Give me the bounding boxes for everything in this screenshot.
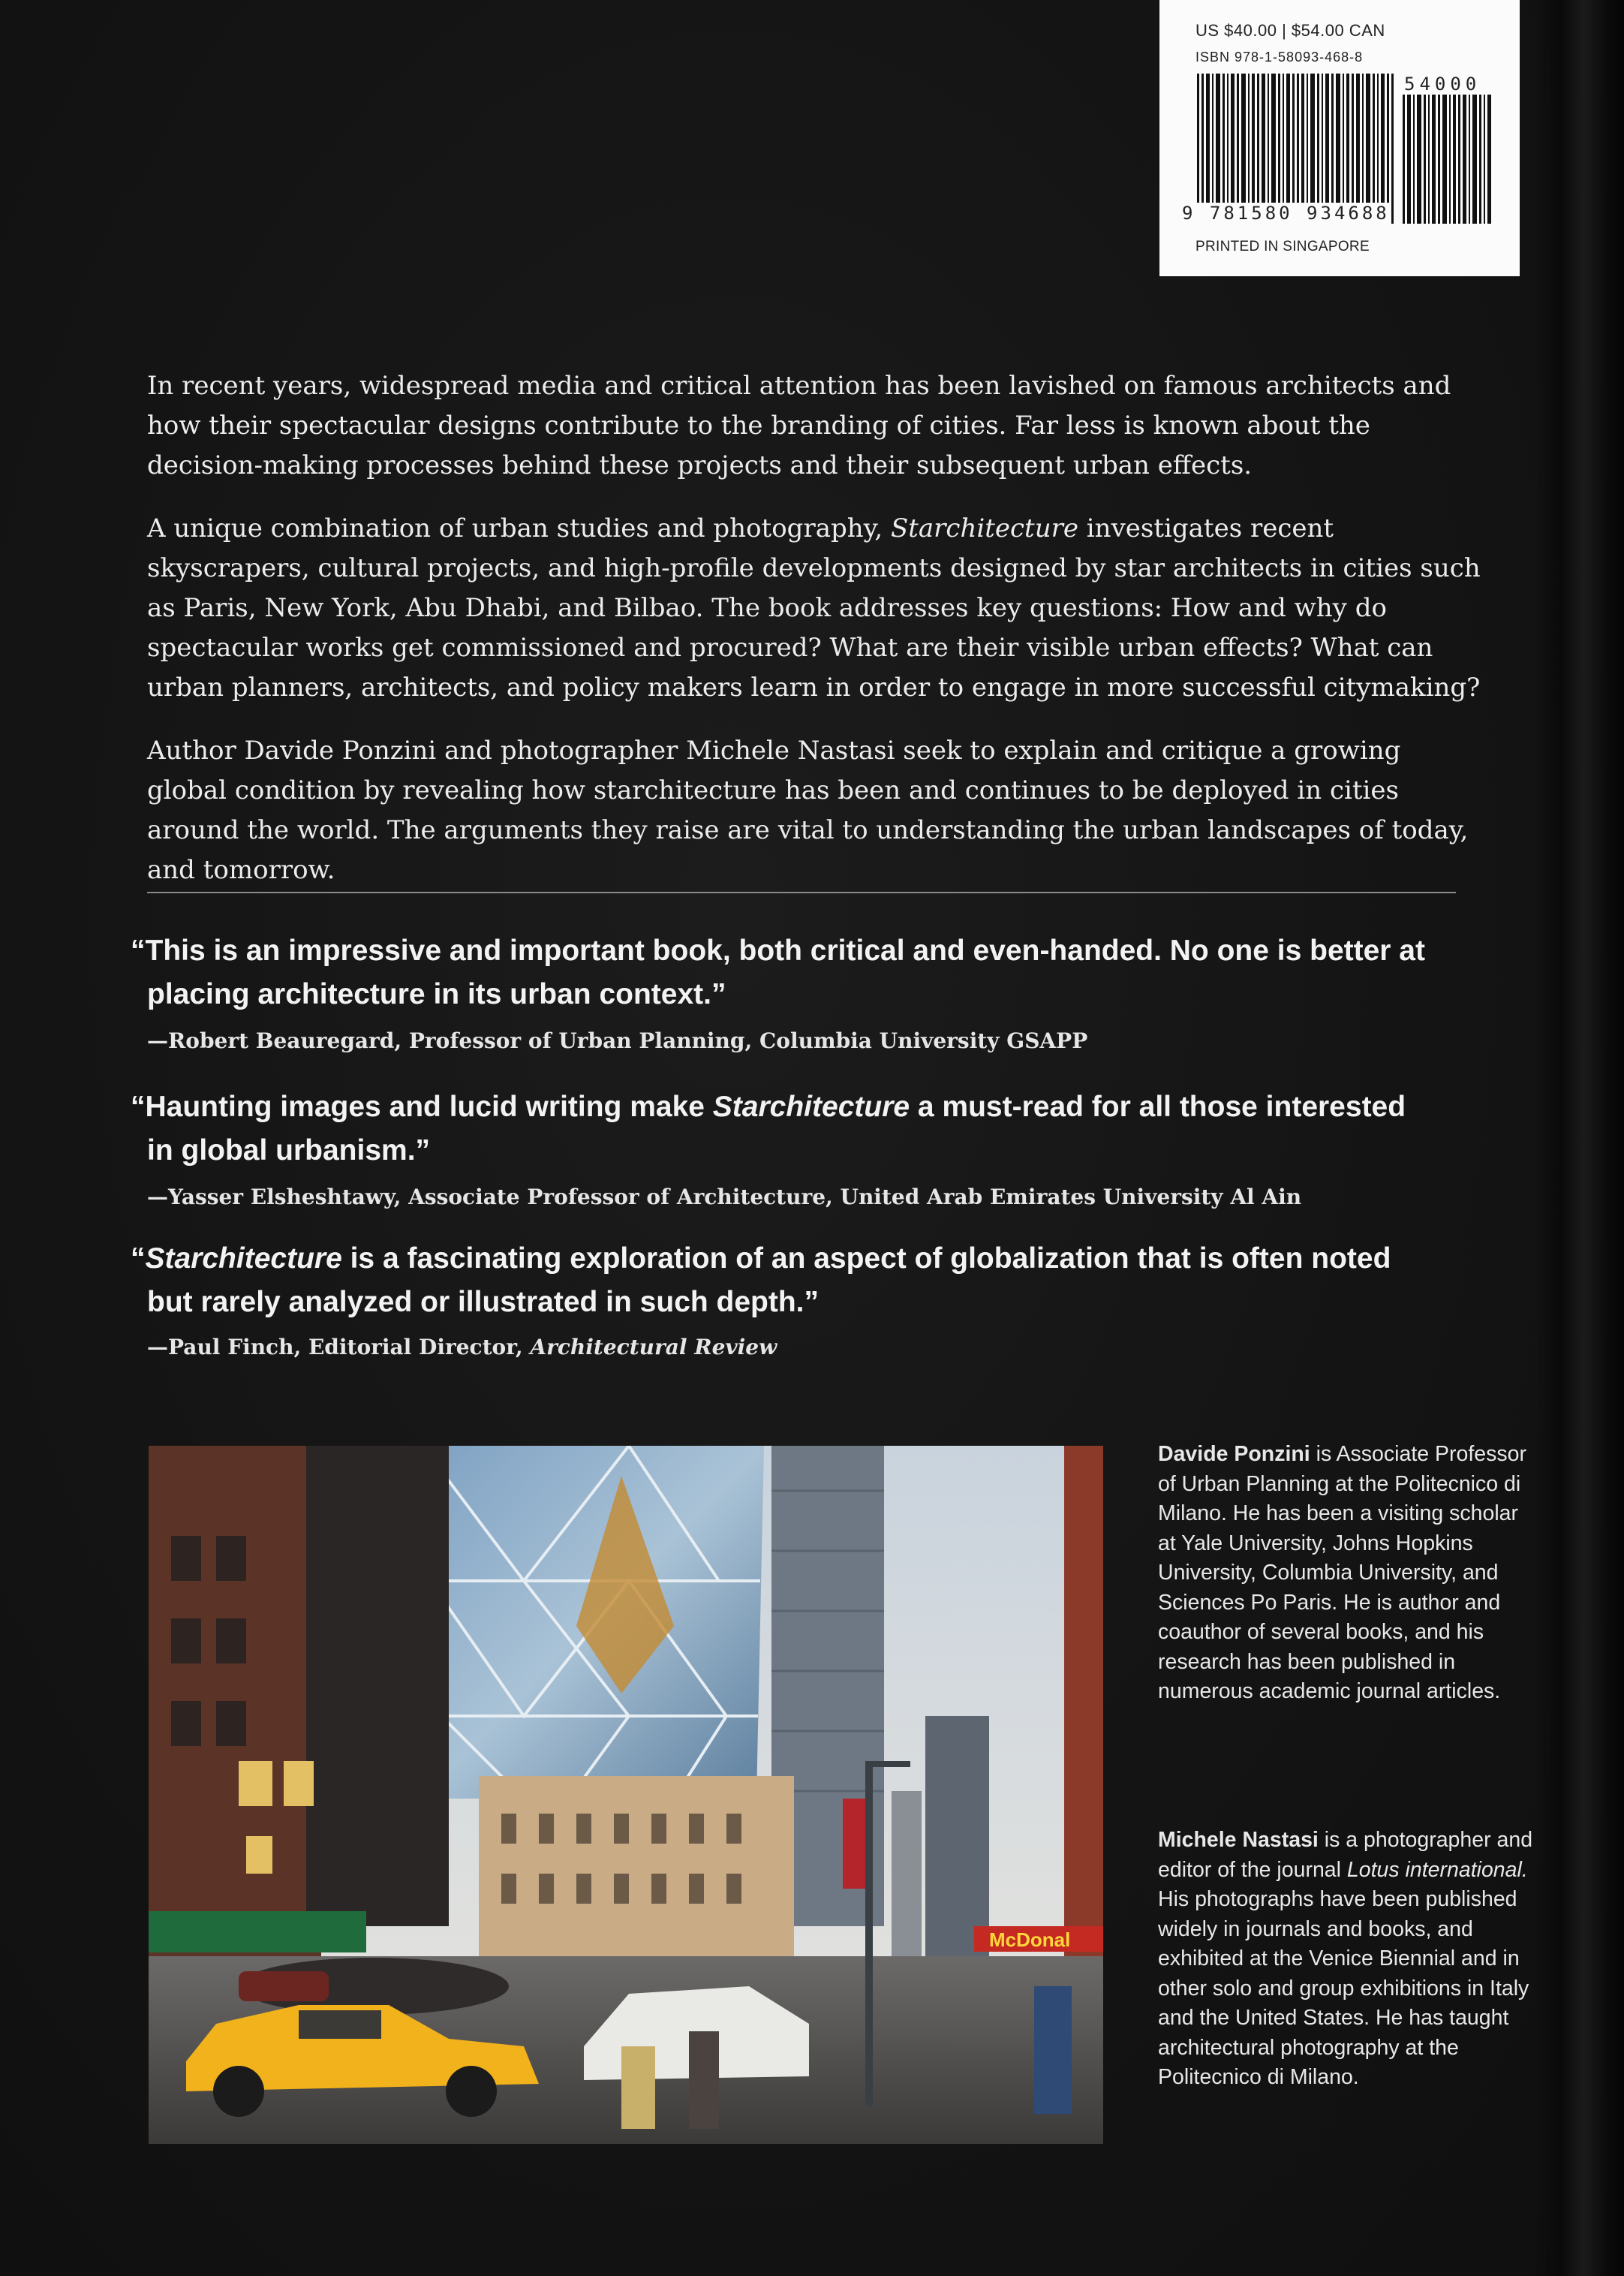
text-span: is a fascinating exploration of an aspect of globalization that is often noted: [341, 1242, 1391, 1275]
book-title-italic: Starchitecture: [712, 1091, 910, 1123]
quote-line: in global urbanism.”: [147, 1134, 431, 1167]
quote-attribution: —Robert Beauregard, Professor of Urban Planning, Columbia University GSAPP: [147, 1028, 1088, 1053]
text-span: A unique combination of urban studies and photography,: [147, 513, 891, 543]
text-span: “: [131, 1242, 146, 1275]
text-span: “Haunting images and lucid writing make: [131, 1091, 713, 1123]
quote-line: but rarely analyzed or illustrated in such depth.”: [147, 1286, 820, 1318]
book-title-italic: Starchitecture: [890, 513, 1078, 543]
spine-edge: [1534, 0, 1624, 2276]
isbn-digits: 9 781580 934688: [1182, 203, 1390, 224]
printed-in-text: PRINTED IN SINGAPORE: [1195, 239, 1370, 254]
book-title-italic: Starchitecture: [145, 1242, 342, 1275]
publication-title-italic: Architectural Review: [530, 1335, 777, 1359]
bio-text: His photographs have been published widely in journals and books, and exhibited at the Venice Biennial and in other solo and group exhibitions in Italy and the United States. He has taught architectural photography at the Politecnico di Milano.: [1158, 1887, 1529, 2089]
barcode-bars: [1197, 74, 1394, 224]
bio-text: is a photographer and editor of the journal: [1158, 1828, 1533, 1882]
description-paragraph: In recent years, widespread media and critical attention has been lavished on famous architects and how their spectacular designs contribute to the branding of cities. Far less is known about the decision-making processes behind these projects and their subsequent urban effects.: [147, 371, 1451, 480]
book-description: [147, 366, 1483, 914]
text-span: —Paul Finch, Editorial Director,: [147, 1335, 531, 1359]
blurb-quote: [131, 1237, 1496, 1324]
blurb-quote: [131, 1085, 1496, 1173]
quote-line: placing architecture in its urban context.”: [147, 978, 726, 1010]
barcode-addon-bars: [1403, 95, 1494, 224]
barcode-addon-number: 54000: [1404, 74, 1481, 95]
description-paragraph: [147, 509, 1483, 708]
isbn-text: ISBN 978-1-58093-468-8: [1195, 50, 1364, 65]
quote-attribution: —Yasser Elsheshtawy, Associate Professor of Architecture, United Arab Emirates University Al Ain: [147, 1185, 1302, 1209]
photo-illustration: [149, 1446, 1103, 2144]
blurb-quote: [131, 929, 1496, 1016]
quote-attribution: [147, 1335, 1483, 1359]
photographer-bio: [1158, 1826, 1533, 2093]
author-bio: [1158, 1440, 1533, 1707]
journal-title-italic: Lotus international.: [1346, 1857, 1528, 1882]
price-text: US $40.00 | $54.00 CAN: [1195, 21, 1385, 40]
divider-rule: [147, 892, 1456, 893]
city-street-photo: [149, 1446, 1103, 2144]
text-span: a must-read for all those interested: [910, 1091, 1406, 1123]
mcdonalds-sign-text: McDonal: [989, 1928, 1071, 1951]
quote-line: [131, 1242, 1391, 1275]
bio-text: is Associate Professor of Urban Planning at the Politecnico di Milano. He has been a visiting scholar at Yale University, Johns Hopkins University, Columbia University, and Sciences Po Paris. He is author and coauthor of several books, and his research has been published in numerous academic journal articles.: [1158, 1442, 1526, 1703]
quote-line: [131, 1091, 1406, 1123]
photographer-name: Michele Nastasi: [1158, 1828, 1319, 1852]
barcode-label: [1159, 0, 1520, 276]
text-span: investigates recent skyscrapers, cultural projects, and high-profile developments designed by star architects in cities such as Paris, New York, Abu Dhabi, and Bilbao. The book addresses key questions: How and why do spectacular works get commissioned and procured? What are their visible urban effects? What can urban planners, architects, and policy makers learn in order to engage in more successful citymaking?: [147, 513, 1481, 703]
author-name: Davide Ponzini: [1158, 1442, 1310, 1466]
description-paragraph: Author Davide Ponzini and photographer Michele Nastasi seek to explain and critique a growing global condition by revealing how starchitecture has been and continues to be deployed in cities around the world. The arguments they raise are vital to understanding the urban landscapes of today, and tomorrow.: [147, 736, 1469, 885]
quote-line: “This is an impressive and important book, both critical and even-handed. No one is better at: [131, 935, 1425, 967]
